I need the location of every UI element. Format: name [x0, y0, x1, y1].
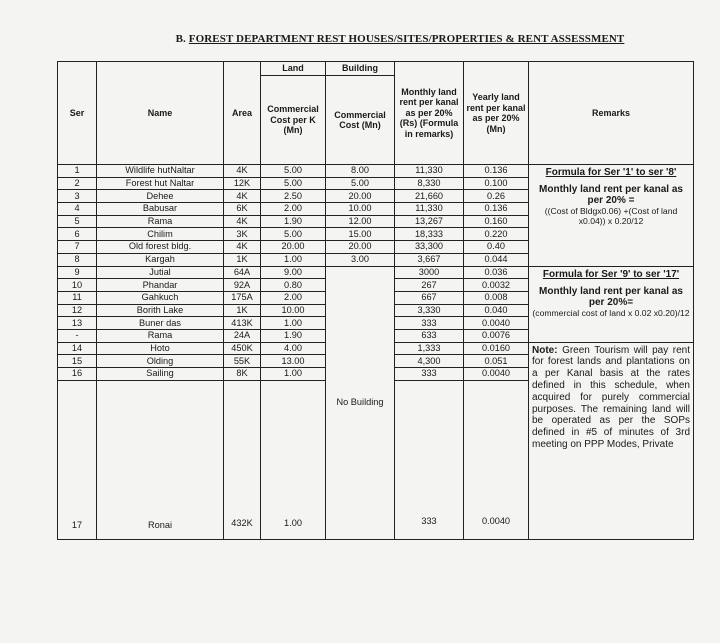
row-name: Wildlife hutNaltar — [97, 165, 224, 178]
row-building-cost: 3.00 — [326, 253, 395, 266]
row-monthly-rent: 267 — [395, 279, 464, 292]
row-building-cost: 20.00 — [326, 190, 395, 203]
row-name: Rama — [97, 215, 224, 228]
row-land-cost: 0.80 — [261, 279, 326, 292]
row-ser: 9 — [58, 266, 97, 279]
row-ser: 5 — [58, 215, 97, 228]
row-area: 413K — [224, 317, 261, 330]
row-name: Olding — [97, 355, 224, 368]
header-building-cost: Commercial Cost (Mn) — [326, 76, 395, 165]
row-building-cost: 20.00 — [326, 241, 395, 254]
row-area: 24A — [224, 329, 261, 342]
note-text: Green Tourism will pay rent for forest lands and plantations on a per Kanal basis at the rates defined in this schedule, when acquired for purely commercial purposes. The remaining land will be operated as per the SOPs defined in #5 of minutes of 3rd meeting on PPP Modes, Private — [532, 344, 690, 450]
row-land-cost: 1.00 — [261, 317, 326, 330]
header-land: Land — [261, 62, 326, 76]
row-area: 4K — [224, 190, 261, 203]
document-title — [0, 33, 720, 45]
remarks-formula-1 — [529, 165, 694, 267]
formula-2-heading: Monthly land rent per kanal as per 20%= — [539, 285, 683, 308]
row-area: 92A — [224, 279, 261, 292]
row-land-cost: 2.50 — [261, 190, 326, 203]
row-name: Dehee — [97, 190, 224, 203]
row-area: 4K — [224, 215, 261, 228]
row-monthly-rent: 333 — [395, 317, 464, 330]
remarks-formula-2 — [529, 266, 694, 342]
row-yearly-rent: 0.0040 — [464, 380, 529, 539]
row-yearly-rent: 0.220 — [464, 228, 529, 241]
row-yearly-rent: 0.0160 — [464, 342, 529, 355]
row-area: 4K — [224, 241, 261, 254]
row-building-cost: 8.00 — [326, 165, 395, 178]
row-monthly-rent: 3000 — [395, 266, 464, 279]
row-land-cost: 1.00 — [261, 253, 326, 266]
row-land-cost: 1.90 — [261, 329, 326, 342]
formula-2-title: Formula for Ser '9' to ser '17' — [542, 268, 680, 280]
row-monthly-rent: 3,330 — [395, 304, 464, 317]
row-name: Hoto — [97, 342, 224, 355]
row-land-cost: 1.00 — [261, 368, 326, 381]
note-label: Note: — [532, 344, 558, 356]
row-land-cost: 5.00 — [261, 228, 326, 241]
row-area: 1K — [224, 304, 261, 317]
row-name: Old forest bldg. — [97, 241, 224, 254]
row-ser: 10 — [58, 279, 97, 292]
row-area: 450K — [224, 342, 261, 355]
row-land-cost: 2.00 — [261, 291, 326, 304]
row-monthly-rent: 333 — [395, 368, 464, 381]
row-name: Chilim — [97, 228, 224, 241]
row-area: 8K — [224, 368, 261, 381]
row-name: Sailing — [97, 368, 224, 381]
row-land-cost: 5.00 — [261, 177, 326, 190]
row-name: Rama — [97, 329, 224, 342]
row-land-cost: 4.00 — [261, 342, 326, 355]
row-area: 1K — [224, 253, 261, 266]
row-building-cost: 12.00 — [326, 215, 395, 228]
row-monthly-rent: 11,330 — [395, 203, 464, 216]
row-yearly-rent: 0.036 — [464, 266, 529, 279]
row-building-cost: 5.00 — [326, 177, 395, 190]
row-yearly-rent: 0.160 — [464, 215, 529, 228]
row-ser: - — [58, 329, 97, 342]
row-name: Jutial — [97, 266, 224, 279]
row-monthly-rent: 633 — [395, 329, 464, 342]
row-name: Phandar — [97, 279, 224, 292]
row-yearly-rent: 0.26 — [464, 190, 529, 203]
row-monthly-rent: 8,330 — [395, 177, 464, 190]
row-name: Babusar — [97, 203, 224, 216]
row-name: Buner das — [97, 317, 224, 330]
row-land-cost: 5.00 — [261, 165, 326, 178]
row-area: 3K — [224, 228, 261, 241]
row-ser: 14 — [58, 342, 97, 355]
row-yearly-rent: 0.0040 — [464, 317, 529, 330]
header-area: Area — [224, 62, 261, 165]
row-yearly-rent: 0.136 — [464, 165, 529, 178]
row-ser: 16 — [58, 368, 97, 381]
row-land-cost: 13.00 — [261, 355, 326, 368]
row-land-cost: 20.00 — [261, 241, 326, 254]
row-area: 6K — [224, 203, 261, 216]
row-monthly-rent: 18,333 — [395, 228, 464, 241]
row-yearly-rent: 0.008 — [464, 291, 529, 304]
section-title: FOREST DEPARTMENT REST HOUSES/SITES/PROPERTIES & RENT ASSESSMENT — [188, 33, 625, 45]
row-land-cost: 2.00 — [261, 203, 326, 216]
header-remarks: Remarks — [529, 62, 694, 165]
row-name: Ronai — [97, 380, 224, 539]
row-name: Gahkuch — [97, 291, 224, 304]
row-ser: 8 — [58, 253, 97, 266]
row-yearly-rent: 0.0040 — [464, 368, 529, 381]
row-building-cost: 10.00 — [326, 203, 395, 216]
row-monthly-rent: 21,660 — [395, 190, 464, 203]
row-ser: 11 — [58, 291, 97, 304]
row-ser: 2 — [58, 177, 97, 190]
table-row — [58, 266, 694, 279]
row-yearly-rent: 0.100 — [464, 177, 529, 190]
row-monthly-rent: 11,330 — [395, 165, 464, 178]
row-area: 4K — [224, 165, 261, 178]
formula-1-title: Formula for Ser '1' to ser '8' — [545, 167, 677, 178]
row-yearly-rent: 0.0032 — [464, 279, 529, 292]
header-building: Building — [326, 62, 395, 76]
header-name: Name — [97, 62, 224, 165]
row-area: 432K — [224, 380, 261, 539]
row-area: 64A — [224, 266, 261, 279]
row-ser: 7 — [58, 241, 97, 254]
row-land-cost: 9.00 — [261, 266, 326, 279]
row-ser: 6 — [58, 228, 97, 241]
remarks-note — [529, 342, 694, 539]
row-ser: 4 — [58, 203, 97, 216]
formula-1-heading: Monthly land rent per kanal as per 20% = — [539, 184, 683, 206]
header-yearly-rent: Yearly land rent per kanal as per 20% (Mn) — [464, 62, 529, 165]
rent-assessment-table — [57, 61, 694, 540]
row-yearly-rent: 0.0076 — [464, 329, 529, 342]
row-monthly-rent: 1,333 — [395, 342, 464, 355]
row-monthly-rent: 4,300 — [395, 355, 464, 368]
no-building-cell: No Building — [326, 266, 395, 539]
row-ser: 13 — [58, 317, 97, 330]
section-letter: B. — [175, 33, 186, 45]
row-yearly-rent: 0.051 — [464, 355, 529, 368]
formula-2-text: (commercial cost of land x 0.02 x0.20)/12 — [532, 307, 690, 318]
header-monthly-rent: Monthly land rent per kanal as per 20% (Rs) (Formula in remarks) — [395, 62, 464, 165]
row-name: Borith Lake — [97, 304, 224, 317]
row-yearly-rent: 0.040 — [464, 304, 529, 317]
row-area: 55K — [224, 355, 261, 368]
header-ser: Ser — [58, 62, 97, 165]
row-monthly-rent: 13,267 — [395, 215, 464, 228]
row-area: 175A — [224, 291, 261, 304]
row-area: 12K — [224, 177, 261, 190]
row-name: Kargah — [97, 253, 224, 266]
row-yearly-rent: 0.40 — [464, 241, 529, 254]
row-ser: 12 — [58, 304, 97, 317]
table-row — [58, 165, 694, 178]
row-monthly-rent: 33,300 — [395, 241, 464, 254]
row-monthly-rent: 3,667 — [395, 253, 464, 266]
row-building-cost: 15.00 — [326, 228, 395, 241]
row-monthly-rent: 333 — [395, 380, 464, 539]
row-ser: 1 — [58, 165, 97, 178]
row-land-cost: 1.90 — [261, 215, 326, 228]
row-ser: 17 — [58, 380, 97, 539]
row-monthly-rent: 667 — [395, 291, 464, 304]
formula-1-text: ((Cost of Bldgx0.06) +(Cost of land x0.04)) x 0.20/12 — [544, 206, 678, 226]
row-yearly-rent: 0.136 — [464, 203, 529, 216]
header-land-cost: Commercial Cost per K (Mn) — [261, 76, 326, 165]
row-land-cost: 1.00 — [261, 380, 326, 539]
row-land-cost: 10.00 — [261, 304, 326, 317]
row-ser: 3 — [58, 190, 97, 203]
row-ser: 15 — [58, 355, 97, 368]
row-yearly-rent: 0.044 — [464, 253, 529, 266]
row-name: Forest hut Naltar — [97, 177, 224, 190]
